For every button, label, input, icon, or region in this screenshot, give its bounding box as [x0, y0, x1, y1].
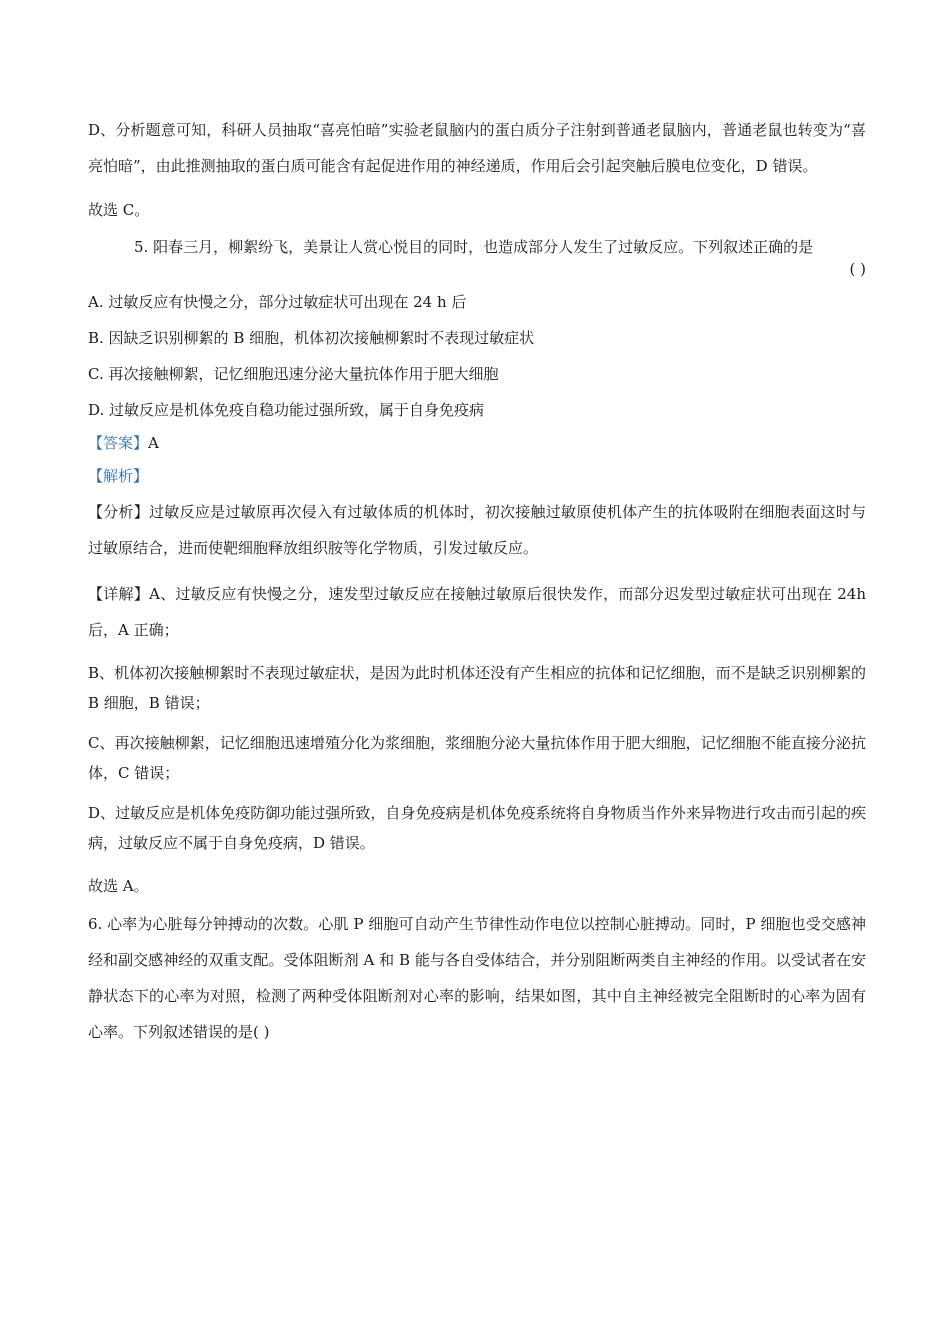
answer-line — [88, 428, 866, 458]
xiangjie-tag: 【详解】 — [88, 585, 150, 603]
detail-c-paragraph: C、再次接触柳絮，记忆细胞迅速增殖分化为浆细胞，浆细胞分泌大量抗体作用于肥大细胞，记忆细胞不能直接分泌抗体，C 错误； — [88, 734, 866, 782]
question-5-paren: ( ) — [849, 260, 866, 278]
prev-option-d-explanation: D、分析题意可知，科研人员抽取“喜亮怕暗”实验老鼠脑内的蛋白质分子注射到普通老鼠脑内，普通老鼠也转变为“喜亮怕暗”，由此推测抽取的蛋白质可能含有起促进作用的神经递质，作用后会引起突触后膜电位变化，D 错误。 — [88, 121, 866, 175]
detail-d-paragraph: D、过敏反应是机体免疫防御功能过强所致，自身免疫病是机体免疫系统将自身物质当作外来异物进行攻击而引起的疾病，过敏反应不属于自身免疫病，D 错误。 — [88, 804, 866, 852]
q5-choice: 故选 A。 — [88, 877, 149, 895]
analysis-heading — [88, 458, 866, 494]
question-5-text: 5. 阳春三月，柳絮纷飞，美景让人赏心悦目的同时，也造成部分人发生了过敏反应。下列叙述正确的是 — [134, 238, 814, 256]
question-6-stem: 6. 心率为心脏每分钟搏动的次数。心肌 P 细胞可自动产生节律性动作电位以控制心脏搏动。同时，P 细胞也受交感神经和副交感神经的双重支配。受体阻断剂 A 和 B 能与各自受体结合，并分别阻断两类自主神经的作用。以受试者在安静状态下的心率为对照，检测了两种受体阻断剂对心率的影响，结果如图，其中自主神经被完全阻断时的心率为固有心率。下列叙述错误的是( ) — [88, 915, 866, 1041]
detail-a-paragraph — [88, 576, 866, 648]
question-5-stem — [88, 236, 866, 280]
option-a: A. 过敏反应有快慢之分，部分过敏症状可出现在 24 h 后 — [88, 293, 467, 311]
option-b: B. 因缺乏识别柳絮的 B 细胞，机体初次接触柳絮时不表现过敏症状 — [88, 329, 535, 347]
fenxi-paragraph — [88, 494, 866, 566]
option-d: D. 过敏反应是机体免疫自稳功能过强所致，属于自身免疫病 — [88, 401, 485, 419]
option-c: C. 再次接触柳絮，记忆细胞迅速分泌大量抗体作用于肥大细胞 — [88, 365, 499, 383]
analysis-tag: 【解析】 — [88, 467, 149, 485]
detail-b-paragraph: B、机体初次接触柳絮时不表现过敏症状，是因为此时机体还没有产生相应的抗体和记忆细胞，而不是缺乏识别柳絮的 B 细胞，B 错误； — [88, 664, 866, 712]
fenxi-tag: 【分析】 — [88, 503, 150, 521]
fenxi-text: 过敏反应是过敏原再次侵入有过敏体质的机体时，初次接触过敏原使机体产生的抗体吸附在细胞表面这时与过敏原结合，进而使靶细胞释放组织胺等化学物质，引发过敏反应。 — [88, 503, 866, 557]
answer-value: A — [148, 434, 159, 452]
detail-a-text: A、过敏反应有快慢之分，速发型过敏反应在接触过敏原后很快发作，而部分迟发型过敏症状可出现在 24h 后，A 正确； — [88, 585, 866, 639]
prev-answer-choice: 故选 C。 — [88, 201, 150, 219]
document-page — [88, 112, 866, 1050]
answer-tag: 【答案】 — [88, 434, 149, 452]
